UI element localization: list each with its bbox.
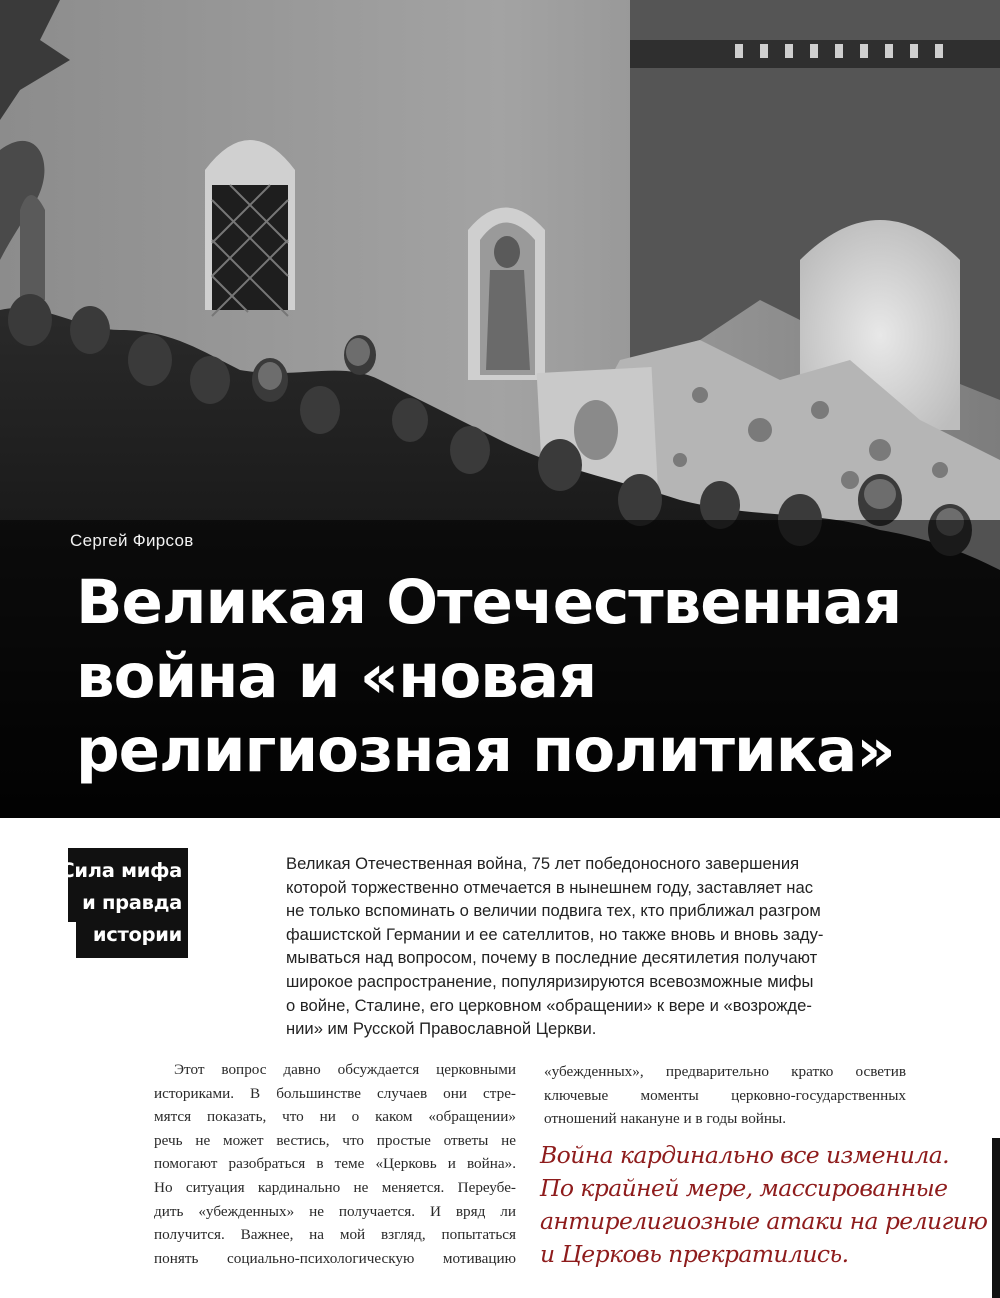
body-line: получится. Важнее, на мой взгляд, попытаться xyxy=(154,1226,516,1244)
lead-line: не только вспоминать о величии подвига тех, кто приближал разгром xyxy=(286,901,821,921)
body-line: Но ситуация кардинально не меняется. Переубе- xyxy=(154,1178,516,1196)
pull-quote-line: Война кардинально все изменила. xyxy=(540,1141,949,1169)
body-line: понять социально-психологическую мотивацию xyxy=(154,1249,516,1267)
body-line: ключевые моменты церковно-государственных xyxy=(544,1086,906,1104)
headline-line: война и «новая xyxy=(76,641,597,712)
body-line: мятся показать, что ни о каком «обращении» xyxy=(154,1108,516,1126)
lead-line: Великая Отечественная война, 75 лет победоносного завершения xyxy=(286,854,800,873)
lead-line: о войне, Сталине, его церковном «обращении» к вере и «возрожде- xyxy=(286,995,812,1015)
page-edge-marker xyxy=(992,1138,1000,1298)
article-lead xyxy=(286,852,926,1041)
rubric-label xyxy=(60,848,192,958)
pull-quote-line: антирелигиозные атаки на религию xyxy=(540,1207,988,1235)
lead-line: широкое распространение, популяризируются всевозможные мифы xyxy=(286,971,814,991)
body-column-1 xyxy=(154,1058,516,1270)
rubric-text xyxy=(60,855,182,951)
lead-line: фашистской Германии и ее сателлитов, но также вновь и вновь заду- xyxy=(286,924,824,944)
lead-line: которой торжественно отмечается в нынешнем году, заставляет нас xyxy=(286,877,813,897)
body-line: дить «убежденных» не получается. И вряд ли xyxy=(154,1202,516,1220)
rubric-line: и правда xyxy=(82,891,182,914)
pull-quote xyxy=(540,1139,990,1271)
body-line: отношений накануне и в годы войны. xyxy=(544,1110,787,1128)
body-line: «убежденных», предварительно кратко осветив xyxy=(544,1063,906,1080)
lead-line: нии» им Русской Православной Церкви. xyxy=(286,1019,597,1039)
body-line: Этот вопрос давно обсуждается церковными xyxy=(174,1061,516,1078)
body-line: помогают разобраться в теме «Церковь и война». xyxy=(154,1155,516,1173)
body-column-2 xyxy=(544,1060,906,1131)
pull-quote-line: и Церковь прекратились. xyxy=(540,1240,849,1268)
body-line: историками. В большинстве случаев они стре- xyxy=(154,1084,516,1102)
article-headline xyxy=(76,566,976,788)
headline-line: Великая Отечественная xyxy=(76,567,902,638)
rubric-line: истории xyxy=(92,923,182,946)
headline-line: религиозная политика» xyxy=(76,715,895,786)
lead-line: мываться над вопросом, почему в последние десятилетия получают xyxy=(286,948,818,968)
pull-quote-line: По крайней мере, массированные xyxy=(540,1174,948,1202)
author-name: Сергей Фирсов xyxy=(70,531,194,550)
rubric-line: Сила мифа xyxy=(60,859,182,882)
body-line: речь не может вестись, что простые ответы не xyxy=(154,1131,516,1149)
